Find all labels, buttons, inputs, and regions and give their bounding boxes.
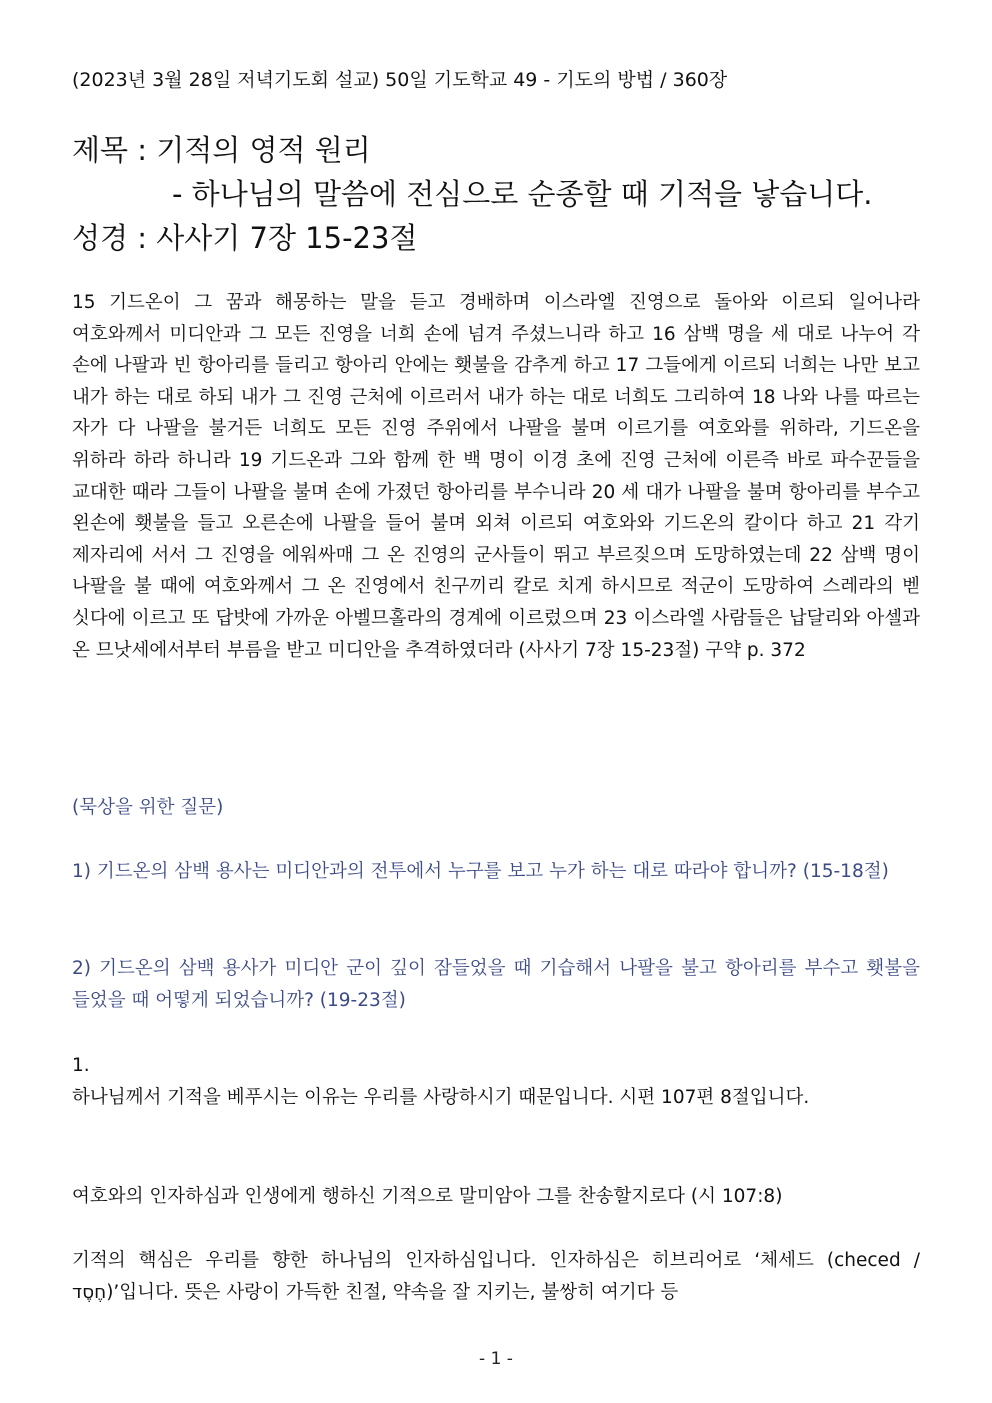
sermon-subtitle: - 하나님의 말씀에 전심으로 순종할 때 기적을 낳습니다. xyxy=(172,177,873,211)
body-paragraph-2: 기적의 핵심은 우리를 향한 하나님의 인자하심입니다. 인자하심은 히브리어로 ‘체세드 (checed / חֶסֶד)’입니다. 뜻은 사랑이 가득한 친절, 약속을 잘 지키는, 불쌍히 여기다 등 xyxy=(72,1250,920,1303)
sermon-header: (2023년 3월 28일 저녁기도회 설교) 50일 기도학교 49 - 기도의 방법 / 360장 xyxy=(72,69,728,91)
meditation-question-1: 1) 기드온의 삼백 용사는 미디안과의 전투에서 누구를 보고 누가 하는 대로 따라야 합니까? (15-18절) xyxy=(72,861,889,882)
title-block xyxy=(72,128,952,260)
sermon-title: 제목 : 기적의 영적 원리 xyxy=(72,133,371,167)
scripture-reference: 성경 : 사사기 7장 15-23절 xyxy=(72,221,418,255)
meditation-question-2: 2) 기드온의 삼백 용사가 미디안 군이 깊이 잠들었을 때 기습해서 나팔을 불고 항아리를 부수고 횃불을 들었을 때 어떻게 되었습니까? (19-23절) xyxy=(72,958,920,1011)
scripture-text: 15 기드온이 그 꿈과 해몽하는 말을 듣고 경배하며 이스라엘 진영으로 돌아와 이르되 일어나라 여호와께서 미디안과 그 모든 진영을 너희 손에 넘겨 주셨느니라 하고 16 삼백 명을 세 대로 나누어 각 손에 나팔과 빈 항아리를 들리고 항아리 안에는 횃불을 감추게 하고 17 그들에게 이르되 너희는 나만 보고 내가 하는 대로 하되 내가 그 진영 근처에 이르러서 내가 하는 대로 너희도 그리하여 18 나와 나를 따르는 자가 다 나팔을 불거든 너희도 모든 진영 주위에서 나팔을 불며 이르기를 여호와를 위하라, 기드온을 위하라 하라 하니라 19 기드온과 그와 함께 한 백 명이 이경 초에 진영 근처에 이른즉 바로 파수꾼들을 교대한 때라 그들이 나팔을 불며 손에 가졌던 항아리를 부수니라 20 세 대가 나팔을 불며 항아리를 부수고 왼손에 횃불을 들고 오른손에 나팔을 들어 불며 외쳐 이르되 여호와와 기드온의 칼이다 하고 21 각기 제자리에 서서 그 진영을 에워싸매 그 온 진영의 군사들이 뛰고 부르짖으며 도망하였는데 22 삼백 명이 나팔을 불 때에 여호와께서 그 온 진영에서 친구끼리 칼로 치게 하시므로 적군이 도망하여 스레라의 벧 싯다에 이르고 또 답밧에 가까운 아벨므홀라의 경계에 이르렀으며 23 이스라엘 사람들은 납달리와 아셀과 온 므낫세에서부터 부름을 받고 미디안을 추격하였더라 (사사기 7장 15-23절) 구약 p. 372 xyxy=(72,292,920,661)
meditation-heading: (묵상을 위한 질문) xyxy=(72,797,224,818)
section-number: 1. xyxy=(72,1055,90,1076)
psalm-quote: 여호와의 인자하심과 인생에게 행하신 기적으로 말미암아 그를 찬송할지로다 (시 107:8) xyxy=(72,1186,783,1207)
body-paragraph-1: 하나님께서 기적을 베푸시는 이유는 우리를 사랑하시기 때문입니다. 시편 107편 8절입니다. xyxy=(72,1087,810,1108)
page-number: - 1 - xyxy=(479,1349,513,1369)
